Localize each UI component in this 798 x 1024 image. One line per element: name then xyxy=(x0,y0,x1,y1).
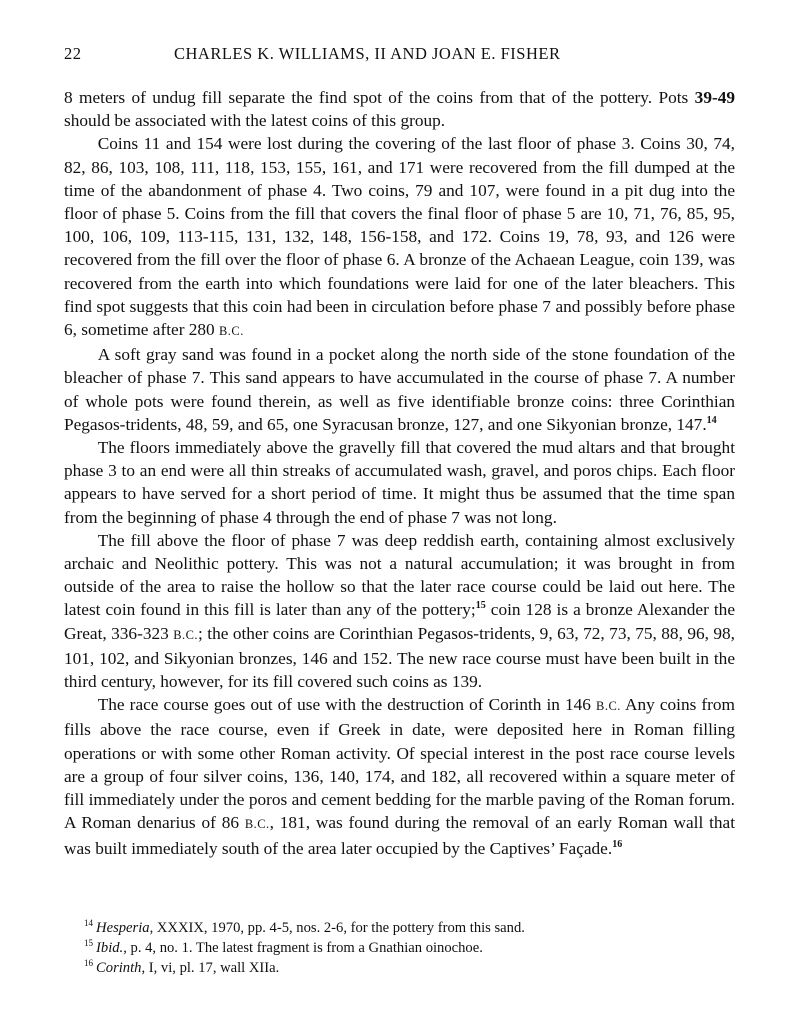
body-text xyxy=(64,86,735,860)
footnote-text: , I, vi, pl. 17, wall XIIa. xyxy=(141,960,280,976)
footnote-16 xyxy=(84,958,724,978)
footnote-number: 15 xyxy=(84,938,94,949)
paragraph-5 xyxy=(64,529,735,693)
text-run: The fill above the floor of phase 7 was deep reddish earth, containing almost exclusively archaic and Neolithic pottery. This was not a natural accumulation; it was brought in from outside of the area to raise the hollow so that the later race course could be laid out here. The latest coin found in this fill is later than any of the pottery; xyxy=(64,530,735,620)
footnote-ref-15[interactable]: 15 xyxy=(475,600,486,612)
paragraph-2 xyxy=(64,132,735,343)
paragraph-1 xyxy=(64,86,735,132)
running-head: CHARLES K. WILLIAMS, II AND JOAN E. FISHER xyxy=(174,44,561,63)
footnote-ref-16[interactable]: 16 xyxy=(612,838,623,850)
page-number: 22 xyxy=(64,44,82,63)
era-abbrev: B.C. xyxy=(173,627,199,642)
text-run: , 181, was found during the removal of an early Roman wall that was built immediately south of the area later occupied by the Captives’ Façade. xyxy=(64,813,735,858)
footnotes xyxy=(84,918,724,978)
text-run: should be associated with the latest coins of this group. xyxy=(64,111,446,131)
footnote-ref-14[interactable]: 14 xyxy=(706,415,717,427)
text-run: The race course goes out of use with the destruction of Corinth in 146 xyxy=(97,695,597,715)
footnote-number: 16 xyxy=(84,958,94,969)
era-abbrev: B.C. xyxy=(596,699,621,714)
paragraph-4 xyxy=(64,436,735,529)
text-run: Coins 11 and 154 were lost during the covering of the last floor of phase 3. Coins 30, 74, 82, 86, 103, 108, 111, 118, 153, 155, 161, and 171 were recovered from the fill dumped at the time of the abandonment of phase 4. Two coins, 79 and 107, were found in a pit dug into the floor of phase 5. Coins from the fill that covers the final floor of phase 5 are 10, 71, 76, 85, 95, 100, 106, 109, 113-115, 131, 132, 148, 156-158, and 172. Coins 19, 78, 93, and 126 were recovered from the fill over the floor of phase 6. A bronze of the Achaean League, coin 139, was recovered from the earth into which foundations were laid for one of the later bleachers. This find spot suggests that this coin had been in circulation before phase 7 and possibly before phase 6, sometime after 280 xyxy=(64,134,735,340)
footnote-number: 14 xyxy=(84,918,94,929)
footnote-title: Corinth xyxy=(96,960,142,976)
page-header xyxy=(64,44,734,68)
text-run: 8 meters of undug fill separate the find spot of the coins from that of the pottery. Pots xyxy=(64,88,695,107)
footnote-text: , XXXIX, 1970, pp. 4-5, nos. 2-6, for the pottery from this sand. xyxy=(149,920,525,936)
paragraph-6 xyxy=(64,693,735,859)
paragraph-3 xyxy=(64,343,735,436)
footnote-title: Hesperia xyxy=(96,920,150,936)
footnote-title: Ibid. xyxy=(96,940,124,956)
footnote-text: , p. 4, no. 1. The latest fragment is from a Gnathian oinochoe. xyxy=(123,940,483,956)
footnote-15 xyxy=(84,938,724,958)
footnote-14 xyxy=(84,918,724,938)
text-run: Any coins from fills above the race course, even if Greek in date, were deposited here in Roman filling operations or with some other Roman activity. Of special interest in the post race course levels are a group of four silver coins, 136, 140, 174, and 182, all recovered within a square meter of fill immediately under the poros and cement bedding for the marble paving of the Roman forum. A Roman denarius of 86 xyxy=(64,695,735,833)
text-run: ; the other coins are Corinthian Pegasos-tridents, 9, 63, 72, 73, 75, 88, 96, 98, 101, 102, and Sikyonian bronzes, 146 and 152. The new race course must have been built in the third century, however, for its fill covered such coins as 139. xyxy=(64,623,735,692)
text-run: The floors immediately above the gravelly fill that covered the mud altars and that brought phase 3 to an end were all thin streaks of accumulated wash, gravel, and poros chips. Each floor appears to have served for a short period of time. It might thus be assumed that the time span from the beginning of phase 4 through the end of phase 7 was not long. xyxy=(64,438,735,527)
text-run: coin 128 is a bronze Alexander the Great, 336-323 xyxy=(64,600,735,643)
pot-range: 39-49 xyxy=(694,88,735,107)
era-abbrev: B.C. xyxy=(244,817,270,832)
text-run: A soft gray sand was found in a pocket along the north side of the stone foundation of the bleacher of phase 7. This sand appears to have accumulated in the course of phase 7. A number of whole pots were found therein, as well as five identifiable bronze coins: three Corinthian Pegasos-tridents, 48, 59, and 65, one Syracusan bronze, 127, and one Sikyonian bronze, 147. xyxy=(64,345,735,434)
era-abbrev: B.C. xyxy=(219,324,244,339)
